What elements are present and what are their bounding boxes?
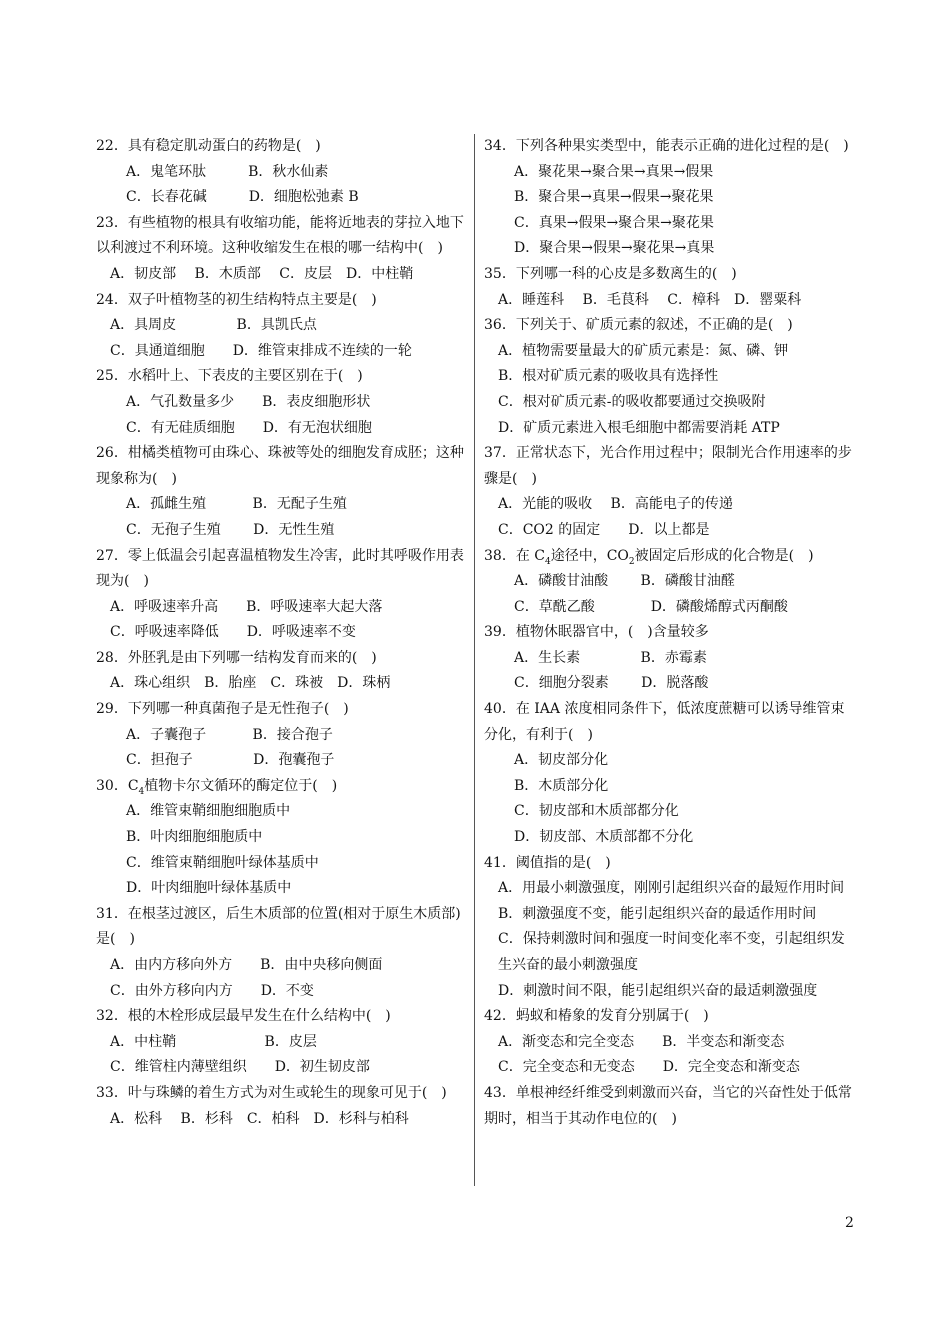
answer-options	[484, 774, 858, 800]
answer-options	[96, 953, 470, 979]
text-segment: 被固定后形成的化合物是( )	[634, 547, 814, 564]
answer-options	[96, 416, 470, 442]
subscript-text: 4	[544, 556, 551, 567]
answer-options	[96, 518, 470, 544]
answer-options	[96, 748, 470, 774]
question-text	[96, 364, 470, 390]
subscript-text: 2	[628, 556, 635, 567]
text-segment: 24．双子叶植物茎的初生结构特点主要是( )	[96, 291, 377, 308]
answer-options	[484, 288, 858, 314]
text-segment: A．子囊孢子 B．接合孢子	[126, 726, 333, 743]
text-segment: 植物卡尔文循环的酶定位于( )	[144, 777, 338, 794]
text-segment: B．木质部分化	[514, 777, 609, 794]
left-column	[96, 134, 470, 1132]
answer-options	[484, 339, 858, 365]
question-text	[484, 876, 858, 902]
answer-options	[96, 185, 470, 211]
answer-options	[96, 620, 470, 646]
text-segment: A．中柱鞘 B．皮层	[110, 1033, 317, 1050]
text-segment: B．根对矿质元素的吸收具有选择性	[498, 368, 719, 385]
answer-options	[96, 262, 470, 288]
text-segment: D．矿质元素进入根毛细胞中都需要消耗 ATP	[498, 419, 780, 436]
text-segment: 42．蚂蚁和椿象的发育分别属于( )	[484, 1008, 709, 1025]
question-text	[96, 902, 470, 953]
text-segment: A．睡莲科 B．毛茛科 C．樟科 D．罂粟科	[498, 291, 802, 308]
text-segment: C．由外方移向内方 D．不变	[110, 982, 314, 999]
question-text	[96, 211, 470, 262]
text-segment: 29．下列哪一种真菌孢子是无性孢子( )	[96, 701, 349, 718]
text-segment: C．保持刺激时间和强度一时间变化率不变，引起组织发生兴奋的最小刺激强度	[498, 931, 845, 973]
answer-options	[96, 1030, 470, 1056]
answer-options	[96, 876, 470, 902]
answer-options	[484, 595, 858, 621]
text-segment: 25．水稻叶上、下表皮的主要区别在于( )	[96, 368, 363, 385]
answer-options	[484, 518, 858, 544]
question-text	[96, 646, 470, 672]
question-text	[484, 544, 858, 570]
question-text	[96, 288, 470, 314]
answer-options	[96, 339, 470, 365]
text-segment: A．韧皮部 B．木质部 C．皮层 D．中柱鞘	[110, 265, 414, 282]
right-column	[484, 134, 858, 1132]
text-segment: A．渐变态和完全变态 B．半变态和渐变态	[498, 1033, 785, 1050]
text-segment: C．担孢子 D．孢囊孢子	[126, 752, 335, 769]
answer-options	[96, 979, 470, 1005]
answer-options	[484, 1055, 858, 1081]
text-segment: C．真果→假果→聚合果→聚花果	[514, 214, 714, 231]
page-number: 2	[845, 1215, 854, 1231]
answer-options	[96, 492, 470, 518]
question-text	[96, 1081, 470, 1107]
answer-options	[484, 185, 858, 211]
text-segment: C．CO2 的固定 D．以上都是	[498, 521, 710, 538]
question-text	[96, 697, 470, 723]
text-segment: 26．柑橘类植物可由珠心、珠被等处的细胞发育成胚；这种现象称为( )	[96, 445, 464, 487]
text-segment: D．韧皮部、木质部都不分化	[514, 829, 694, 846]
text-segment: A．具周皮 B．具凯氏点	[110, 317, 317, 334]
text-segment: 22．具有稳定肌动蛋白的药物是( )	[96, 138, 321, 154]
answer-options	[484, 416, 858, 442]
text-segment: B．叶肉细胞细胞质中	[126, 829, 263, 846]
question-text	[96, 441, 470, 492]
text-segment: 41．阈值指的是( )	[484, 854, 611, 871]
text-segment: A．维管束鞘细胞细胞质中	[126, 803, 291, 820]
text-segment: 38．在 C	[484, 547, 545, 564]
text-segment: 43．单根神经纤维受到刺激而兴奋，当它的兴奋性处于低常期时，相当于其动作电位的( )	[484, 1084, 852, 1127]
question-text	[484, 851, 858, 877]
column-divider	[474, 134, 475, 1186]
answer-options	[484, 799, 858, 825]
text-segment: B．聚合果→真果→假果→聚花果	[514, 189, 714, 206]
answer-options	[484, 364, 858, 390]
text-segment: A．呼吸速率升高 B．呼吸速率大起大落	[110, 598, 383, 615]
answer-options	[484, 1030, 858, 1056]
text-segment: C．长春花碱 D．细胞松弛素 B	[126, 189, 359, 206]
question-text	[96, 1004, 470, 1030]
text-segment: D．叶肉细胞叶绿体基质中	[126, 880, 292, 897]
text-segment: C．有无硅质细胞 D．有无泡状细胞	[126, 419, 372, 436]
question-text	[484, 927, 858, 978]
question-text	[96, 134, 470, 160]
answer-options	[96, 160, 470, 186]
answer-options	[484, 646, 858, 672]
text-segment: A．珠心组织 B．胎座 C．珠被 D．珠柄	[110, 675, 391, 692]
answer-options	[484, 748, 858, 774]
text-segment: C．草酰乙酸 D．磷酸烯醇式丙酮酸	[514, 598, 788, 615]
question-text	[484, 1004, 858, 1030]
answer-options	[484, 569, 858, 595]
answer-options	[96, 313, 470, 339]
text-segment: D．刺激时间不限，能引起组织兴奋的最适刺激强度	[498, 982, 818, 999]
text-segment: C．完全变态和无变态 D．完全变态和渐变态	[498, 1059, 800, 1076]
text-segment: A．磷酸甘油酸 B．磷酸甘油醛	[514, 573, 735, 590]
text-segment: A．植物需要量最大的矿质元素是：氮、磷、钾	[498, 342, 789, 359]
text-segment: A．聚花果→聚合果→真果→假果	[514, 163, 714, 180]
text-segment: 30．C	[96, 777, 139, 794]
answer-options	[484, 492, 858, 518]
text-segment: C．无孢子生殖 D．无性生殖	[126, 521, 335, 538]
question-text	[484, 313, 858, 339]
answer-options	[96, 851, 470, 877]
text-segment: 32．根的木栓形成层最早发生在什么结构中( )	[96, 1008, 391, 1025]
answer-options	[96, 671, 470, 697]
text-segment: 23．有些植物的根具有收缩功能，能将近地表的芽拉入地下以利渡过不利环境。这种收缩发生在根的哪一结构中( )	[96, 214, 464, 257]
answer-options	[484, 979, 858, 1005]
text-segment: C．韧皮部和木质部都分化	[514, 803, 679, 820]
answer-options	[96, 723, 470, 749]
text-segment: A．鬼笔环肽 B．秋水仙素	[126, 163, 329, 180]
question-text	[484, 620, 858, 646]
text-segment: A．生长素 B．赤霉素	[514, 649, 707, 666]
answer-options	[96, 1055, 470, 1081]
question-text	[484, 697, 858, 748]
text-segment: A．韧皮部分化	[514, 752, 609, 769]
answer-options	[96, 1107, 470, 1133]
text-segment: 33．叶与珠鳞的着生方式为对生或轮生的现象可见于( )	[96, 1084, 447, 1101]
subscript-text: 4	[138, 786, 145, 797]
answer-options	[96, 595, 470, 621]
answer-options	[484, 825, 858, 851]
answer-options	[484, 671, 858, 697]
text-segment: 27．零上低温会引起喜温植物发生冷害，此时其呼吸作用表现为( )	[96, 547, 464, 590]
question-text	[484, 134, 858, 160]
text-segment: 37．正常状态下，光合作用过程中；限制光合作用速率的步骤是( )	[484, 445, 852, 487]
text-segment: A．光能的吸收 B．高能电子的传递	[498, 496, 733, 513]
question-text	[484, 441, 858, 492]
text-segment: B．刺激强度不变，能引起组织兴奋的最适作用时间	[498, 905, 817, 922]
text-segment: C．根对矿质元素-的吸收都要通过交换吸附	[498, 393, 766, 410]
text-segment: 途径中，CO	[550, 547, 629, 564]
question-text	[96, 544, 470, 595]
answer-options	[96, 390, 470, 416]
question-text	[484, 262, 858, 288]
text-segment: 35．下列哪一科的心皮是多数离生的( )	[484, 265, 737, 282]
text-segment: A．由内方移向外方 B．由中央移向侧面	[110, 957, 383, 973]
answer-options	[484, 236, 858, 262]
text-segment: C．细胞分裂素 D．脱落酸	[514, 675, 709, 692]
text-segment: 39．植物休眠器官中，( )含量较多	[484, 624, 709, 641]
text-segment: A．孤雌生殖 B．无配子生殖	[126, 496, 347, 513]
answer-options	[484, 390, 858, 416]
text-segment: 40．在 IAA 浓度相同条件下，低浓度蔗糖可以诱导维管束分化，有利于( )	[484, 701, 845, 743]
answer-options	[96, 799, 470, 825]
text-segment: C．具通道细胞 D．维管束排成不连续的一轮	[110, 342, 412, 359]
text-segment: 28．外胚乳是由下列哪一结构发育而来的( )	[96, 649, 377, 666]
text-segment: A．气孔数量多少 B．表皮细胞形状	[126, 393, 371, 410]
text-segment: C．呼吸速率降低 D．呼吸速率不变	[110, 624, 356, 641]
answer-options	[484, 902, 858, 928]
text-segment: C．维管束鞘细胞叶绿体基质中	[126, 854, 319, 871]
answer-options	[484, 211, 858, 237]
answer-options	[484, 160, 858, 186]
text-segment: 31．在根茎过渡区，后生木质部的位置(相对于原生木质部)是( )	[96, 905, 461, 948]
text-segment: 36．下列关于、矿质元素的叙述，不正确的是( )	[484, 317, 793, 334]
question-text	[96, 774, 470, 800]
text-segment: A．松科 B．杉科 C．柏科 D．杉科与柏科	[110, 1110, 409, 1127]
text-segment: C．维管柱内薄壁组织 D．初生韧皮部	[110, 1059, 370, 1076]
text-segment: A．用最小刺激强度，刚刚引起组织兴奋的最短作用时间	[498, 880, 845, 897]
text-segment: 34．下列各种果实类型中，能表示正确的进化过程的是( )	[484, 138, 849, 154]
answer-options	[96, 825, 470, 851]
text-segment: D．聚合果→假果→聚花果→真果	[514, 240, 715, 257]
question-text	[484, 1081, 858, 1132]
